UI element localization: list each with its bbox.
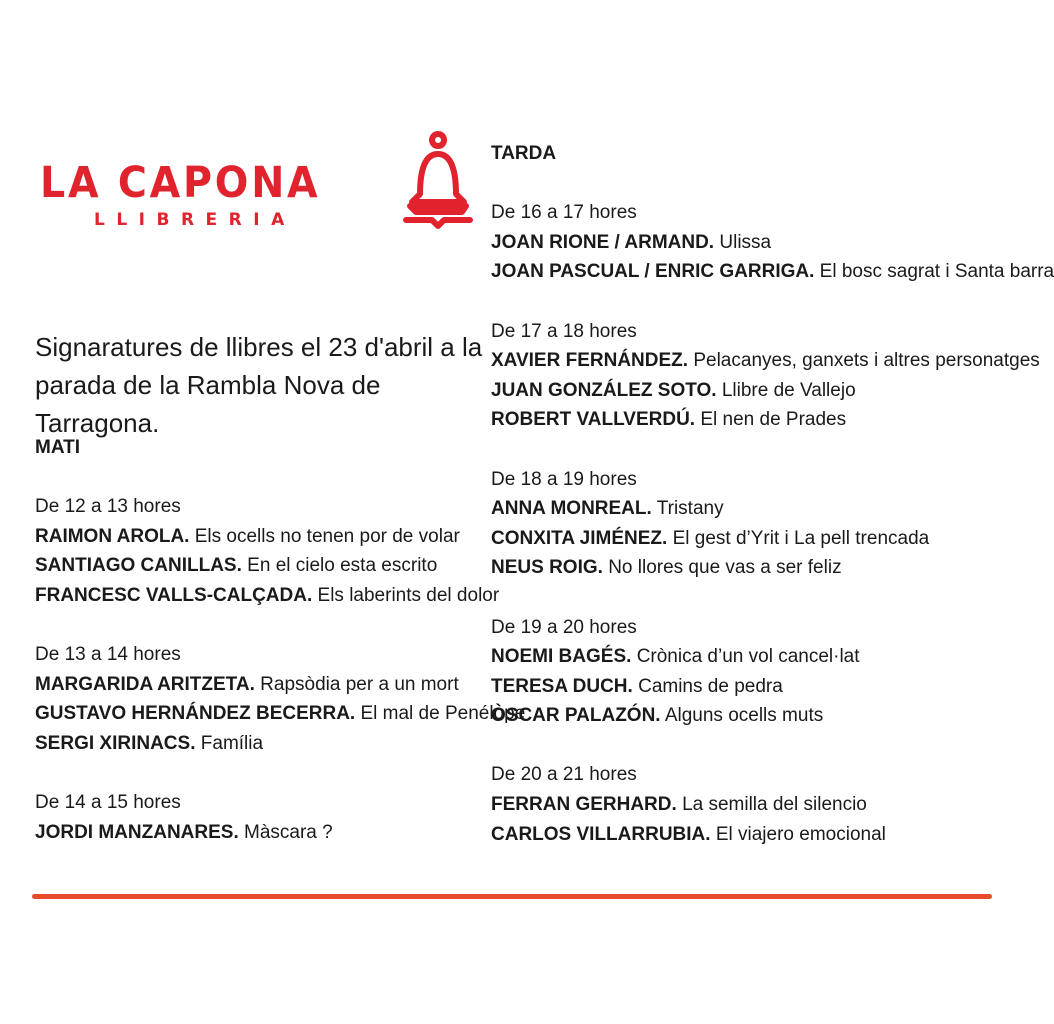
signing-entry <box>491 524 1011 554</box>
book-title: El mal de Penélope <box>360 703 526 725</box>
signing-entry <box>35 551 485 581</box>
logo-name: LA CAPONA <box>40 158 321 208</box>
spacer <box>491 731 1011 761</box>
afternoon-section-title: TARDA <box>491 143 557 164</box>
author-name: JUAN GONZÁLEZ SOTO. <box>491 379 717 401</box>
signing-entry <box>491 376 1011 406</box>
signing-entry <box>35 670 485 700</box>
author-name: SERGI XIRINACS. <box>35 732 196 754</box>
signing-entry <box>35 522 485 552</box>
morning-schedule <box>35 433 526 847</box>
logo-subtitle: LLIBRERIA <box>94 210 296 230</box>
book-title: Família <box>200 732 264 754</box>
author-name: NOEMI BAGÉS. <box>491 646 632 668</box>
signing-entry <box>491 672 1011 702</box>
time-slot: De 16 a 17 hores <box>491 202 637 224</box>
spacer <box>491 287 1011 317</box>
author-name: CARLOS VILLARRUBIA. <box>491 823 711 845</box>
author-name: TERESA DUCH. <box>491 675 633 697</box>
book-title: El nen de Prades <box>700 409 847 431</box>
bookshop-logo <box>36 140 476 240</box>
signing-entry <box>491 228 1011 258</box>
signing-entry <box>491 790 1011 820</box>
book-title: Camins de pedra <box>638 675 783 697</box>
book-title: No llores que vas a ser feliz <box>608 557 842 579</box>
time-slot: De 20 a 21 hores <box>491 764 637 786</box>
author-name: ÒSCAR PALAZÓN. <box>491 705 661 727</box>
author-name: ANNA MONREAL. <box>491 498 652 520</box>
signing-entry <box>35 699 526 729</box>
author-name: GUSTAVO HERNÁNDEZ BECERRA. <box>35 703 356 725</box>
signing-entry <box>35 729 485 759</box>
signing-entry <box>491 642 1011 672</box>
time-slot: De 13 a 14 hores <box>35 644 181 666</box>
author-name: FERRAN GERHARD. <box>491 794 677 816</box>
book-title: Màscara ? <box>244 821 333 843</box>
author-name: NEUS ROIG. <box>491 557 603 579</box>
spacer <box>491 583 1011 613</box>
book-title: Els laberints del dolor <box>317 584 500 606</box>
accent-rule <box>32 894 992 899</box>
afternoon-schedule <box>491 139 1054 849</box>
morning-section-title: MATI <box>35 437 81 458</box>
signing-entry <box>491 257 1054 287</box>
book-title: La semilla del silencio <box>682 794 867 816</box>
book-title: Crònica d’un vol cancel·lat <box>636 646 860 668</box>
book-title: Pelacanyes, ganxets i altres personatges <box>693 350 1040 372</box>
spacer <box>35 611 485 641</box>
spacer <box>491 169 1011 199</box>
signing-entry <box>491 405 1011 435</box>
book-title: Rapsòdia per a un mort <box>260 673 459 695</box>
signing-entry <box>491 701 1011 731</box>
time-slot: De 12 a 13 hores <box>35 496 181 518</box>
author-name: ROBERT VALLVERDÚ. <box>491 409 696 431</box>
spacer <box>491 435 1011 465</box>
book-title: Llibre de Vallejo <box>721 379 856 401</box>
book-title: El bosc sagrat i Santa barra <box>819 261 1054 283</box>
signing-entry <box>491 820 1011 850</box>
time-slot: De 18 a 19 hores <box>491 468 637 490</box>
author-name: JOAN PASCUAL / ENRIC GARRIGA. <box>491 261 815 283</box>
signing-entry <box>35 581 500 611</box>
bell-icon <box>402 142 474 228</box>
author-name: MARGARIDA ARITZETA. <box>35 673 255 695</box>
time-slot: De 14 a 15 hores <box>35 792 181 814</box>
book-title: Tristany <box>656 498 724 520</box>
signing-entry <box>491 494 1011 524</box>
book-title: El viajero emocional <box>715 823 886 845</box>
book-title: Ulissa <box>719 231 772 253</box>
author-name: XAVIER FERNÁNDEZ. <box>491 350 689 372</box>
intro-text: Signaratures de llibres el 23 d'abril a la parada de la Rambla Nova de Tarragona. <box>35 332 483 438</box>
author-name: JORDI MANZANARES. <box>35 821 239 843</box>
spacer <box>35 463 485 493</box>
author-name: CONXITA JIMÉNEZ. <box>491 527 668 549</box>
author-name: RAIMON AROLA. <box>35 525 190 547</box>
author-name: FRANCESC VALLS-CALÇADA. <box>35 584 313 606</box>
spacer <box>35 759 485 789</box>
time-slot: De 19 a 20 hores <box>491 616 637 638</box>
signing-entry <box>491 553 1011 583</box>
book-title: Alguns ocells muts <box>664 705 824 727</box>
author-name: SANTIAGO CANILLAS. <box>35 555 242 577</box>
book-title: El gest d’Yrit i La pell trencada <box>672 527 930 549</box>
author-name: JOAN RIONE / ARMAND. <box>491 231 715 253</box>
book-title: En el cielo esta escrito <box>247 555 438 577</box>
time-slot: De 17 a 18 hores <box>491 320 637 342</box>
signing-entry <box>35 818 485 848</box>
signing-entry <box>491 346 1040 376</box>
book-title: Els ocells no tenen por de volar <box>194 525 460 547</box>
